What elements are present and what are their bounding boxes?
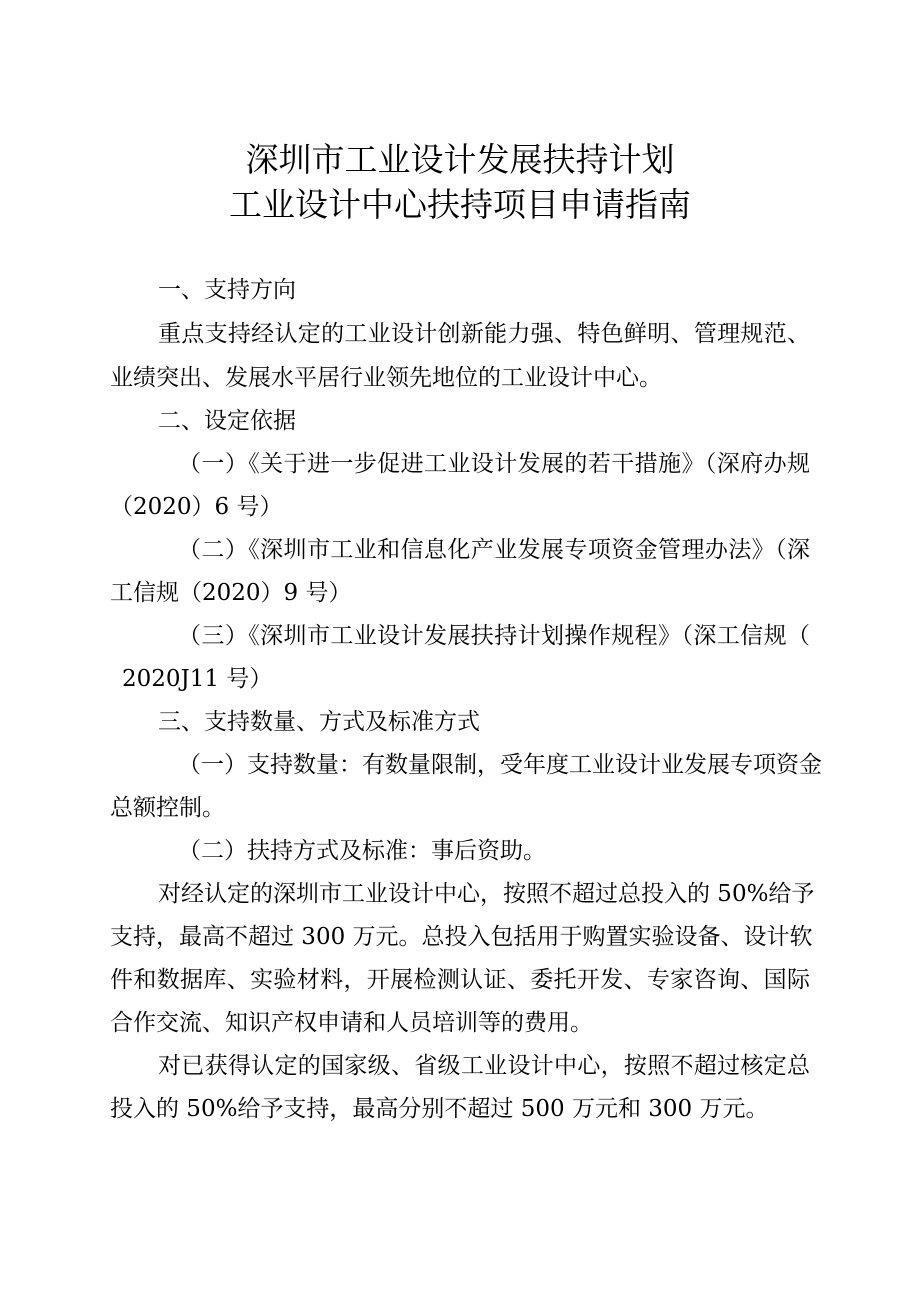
title-line-2: 工业设计中心扶持项目申请指南	[229, 185, 691, 224]
section-3-item-1-line-2: 总额控制。	[110, 795, 225, 821]
title-line-1: 深圳市工业设计发展扶持计划	[245, 140, 675, 179]
section-3-paragraph-2-line-1: 对已获得认定的国家级、省级工业设计中心，按照不超过核定总	[158, 1053, 810, 1079]
section-3-item-2: （二）扶持方式及标准：事后资助。	[178, 838, 546, 864]
section-2-heading: 二、设定依据	[158, 408, 296, 434]
section-3-item-1-line-1: （一）支持数量：有数量限制，受年度工业设计业发展专项资金	[178, 752, 822, 778]
section-2-item-2-line-1: （二）《深圳市工业和信息化产业发展专项资金管理办法》（深	[178, 537, 810, 563]
section-3-paragraph-2-line-2: 投入的 50%给予支持，最高分别不超过 500 万元和 300 万元。	[110, 1096, 769, 1122]
section-1-paragraph-line-2: 业绩突出、发展水平居行业领先地位的工业设计中心。	[110, 365, 662, 391]
section-3-heading: 三、支持数量、方式及标准方式	[158, 709, 480, 735]
section-3-paragraph-1-line-2: 支持，最高不超过 300 万元。总投入包括用于购置实验设备、设计软	[110, 924, 813, 950]
section-1-heading: 一、支持方向	[158, 277, 296, 303]
section-3-paragraph-1-line-4: 合作交流、知识产权申请和人员培训等的费用。	[110, 1010, 593, 1036]
section-2-item-2-line-2: 工信规（2020）9 号）	[110, 580, 352, 606]
section-3-paragraph-1-line-1: 对经认定的深圳市工业设计中心，按照不超过总投入的 50%给予	[158, 881, 815, 907]
section-3-paragraph-1-line-3: 件和数据库、实验材料，开展检测认证、委托开发、专家咨询、国际	[110, 967, 810, 993]
section-1-paragraph-line-1: 重点支持经认定的工业设计创新能力强、特色鲜明、管理规范、	[158, 321, 810, 347]
section-2-item-3-line-2: 2020J11 号）	[122, 666, 273, 692]
section-2-item-1-line-2: （2020）6 号）	[110, 494, 283, 520]
section-2-item-3-line-1: （三）《深圳市工业设计发展扶持计划操作规程》（深工信规（	[178, 623, 810, 649]
section-2-item-1-line-1: （一）《关于进一步促进工业设计发展的若干措施》（深府办规	[178, 451, 810, 477]
